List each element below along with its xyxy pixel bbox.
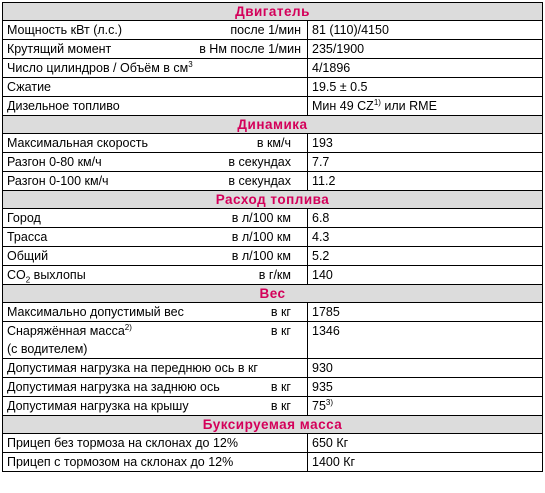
section-header-row (3, 285, 543, 303)
section-header-row (3, 3, 543, 21)
spec-label-cell (3, 228, 308, 247)
spec-label-text: CO (7, 268, 26, 282)
spec-label-second-line: (с водителем) (7, 342, 88, 356)
spec-unit: в Нм после 1/мин (199, 42, 301, 56)
spec-label (7, 153, 102, 171)
spec-value-cell (308, 172, 543, 191)
spec-label-cell (3, 78, 308, 97)
section-header-row (3, 191, 543, 209)
spec-label-cell (3, 153, 308, 172)
spec-value: 1785 (312, 305, 340, 319)
spec-label (7, 59, 193, 77)
spec-unit: в л/100 км (231, 211, 291, 225)
spec-row (3, 378, 543, 397)
spec-unit: в л/100 км (231, 230, 291, 244)
spec-label-cell (3, 397, 308, 416)
spec-row (3, 172, 543, 191)
spec-value: 650 Кг (312, 436, 349, 450)
spec-label-cell (3, 172, 308, 191)
spec-label-cell (3, 266, 308, 285)
spec-row (3, 397, 543, 416)
spec-value: 930 (312, 361, 333, 375)
spec-value: 935 (312, 380, 333, 394)
spec-label-text: Допустимая нагрузка на крышу (7, 399, 189, 413)
spec-label (7, 434, 238, 452)
spec-label-cell (3, 434, 308, 453)
spec-label-text: Общий (7, 249, 49, 263)
spec-value-footnote: 3) (325, 397, 334, 407)
spec-value-footnote: 1) (373, 97, 381, 107)
spec-label-subscript: 2 (25, 275, 31, 285)
spec-row (3, 209, 543, 228)
spec-label-text: Число цилиндров / Объём в см (7, 61, 189, 75)
spec-value: 7.7 (312, 155, 330, 169)
spec-label-text: Сжатие (7, 80, 52, 94)
spec-row (3, 434, 543, 453)
spec-label-cell (3, 97, 308, 116)
section-title: Вес (3, 285, 543, 303)
spec-label-text: Прицеп с тормозом на склонах до 12% (7, 455, 234, 469)
spec-value-cell (308, 303, 543, 322)
spec-value: 1400 Кг (312, 455, 356, 469)
spec-value-cell (308, 359, 543, 378)
spec-label-text: Разгон 0-80 км/ч (7, 155, 102, 169)
spec-label-tail: выхлопы (30, 268, 86, 282)
spec-row (3, 453, 543, 472)
spec-label-text: Максимальная скорость (7, 136, 148, 150)
section-title: Динамика (3, 116, 543, 134)
specifications-table (2, 2, 543, 472)
spec-value: 193 (312, 136, 333, 150)
spec-row (3, 21, 543, 40)
spec-row (3, 303, 543, 322)
spec-value: 4/1896 (312, 61, 351, 75)
spec-row (3, 59, 543, 78)
spec-label (7, 172, 109, 190)
spec-label-cell (3, 453, 308, 472)
spec-unit: в г/км (258, 268, 291, 282)
spec-label-text: Крутящий момент (7, 42, 112, 56)
spec-value: 75 (312, 399, 326, 413)
spec-label-text: Прицеп без тормоза на склонах до 12% (7, 436, 238, 450)
spec-label-text: Максимально допустимый вес (7, 305, 184, 319)
spec-value: 140 (312, 268, 333, 282)
spec-label-cell (3, 134, 308, 153)
spec-value-cell (308, 209, 543, 228)
spec-unit: в л/100 км (231, 249, 291, 263)
spec-label-cell (3, 21, 308, 40)
spec-label (7, 97, 120, 115)
spec-row (3, 266, 543, 285)
spec-label (7, 453, 233, 471)
spec-label-text: Дизельное топливо (7, 99, 120, 113)
spec-label-text: Трасса (7, 230, 48, 244)
spec-value-cell (308, 21, 543, 40)
spec-label-text: Разгон 0-100 км/ч (7, 174, 109, 188)
spec-label (7, 397, 189, 415)
spec-value-tail: или RME (380, 99, 437, 113)
spec-unit: в кг (270, 399, 291, 413)
spec-label (7, 322, 132, 358)
section-header-row (3, 116, 543, 134)
spec-label (7, 266, 86, 284)
spec-label-text: Допустимая нагрузка на переднюю ось в кг (7, 361, 258, 375)
spec-value-cell (308, 397, 543, 416)
spec-value: 235/1900 (312, 42, 365, 56)
spec-unit: в кг (270, 380, 291, 394)
spec-unit: в секундах (228, 155, 291, 169)
spec-value-cell (308, 266, 543, 285)
spec-label-footnote: 3 (188, 59, 193, 69)
spec-label (7, 247, 48, 265)
spec-value-cell (308, 453, 543, 472)
spec-label (7, 359, 258, 377)
spec-value-cell (308, 78, 543, 97)
spec-row (3, 78, 543, 97)
spec-value-cell (308, 228, 543, 247)
spec-label (7, 134, 148, 152)
spec-value-cell (308, 322, 543, 359)
section-header-row (3, 416, 543, 434)
spec-value-cell (308, 434, 543, 453)
spec-value-cell (308, 97, 543, 116)
spec-value-cell (308, 153, 543, 172)
spec-label-text: Город (7, 211, 41, 225)
spec-label (7, 40, 111, 58)
spec-value-cell (308, 59, 543, 78)
spec-value-cell (308, 378, 543, 397)
spec-value: 6.8 (312, 211, 330, 225)
section-title: Двигатель (3, 3, 543, 21)
section-title: Буксируемая масса (3, 416, 543, 434)
spec-label (7, 303, 184, 321)
spec-unit: в км/ч (256, 136, 291, 150)
spec-value: 11.2 (312, 174, 336, 188)
spec-label-text: Снаряжённая масса (7, 324, 125, 338)
spec-label (7, 21, 122, 39)
spec-label-cell (3, 303, 308, 322)
spec-row (3, 322, 543, 359)
spec-label-cell (3, 359, 308, 378)
spec-label (7, 78, 51, 96)
spec-label-cell (3, 322, 308, 359)
spec-row (3, 97, 543, 116)
spec-label-text: Мощность кВт (л.с.) (7, 23, 123, 37)
spec-unit: в кг (270, 305, 291, 319)
spec-value: Мин 49 CZ (312, 99, 374, 113)
spec-row (3, 228, 543, 247)
spec-label-cell (3, 40, 308, 59)
spec-label (7, 378, 220, 396)
spec-value: 4.3 (312, 230, 330, 244)
spec-value-cell (308, 40, 543, 59)
spec-row (3, 247, 543, 266)
spec-label (7, 209, 41, 227)
spec-label-cell (3, 247, 308, 266)
spec-row (3, 153, 543, 172)
spec-label-cell (3, 378, 308, 397)
spec-label-cell (3, 209, 308, 228)
spec-row (3, 359, 543, 378)
spec-unit: в кг (270, 324, 291, 338)
spec-row (3, 134, 543, 153)
spec-value: 19.5 ± 0.5 (312, 80, 368, 94)
spec-row (3, 40, 543, 59)
spec-value: 5.2 (312, 249, 330, 263)
spec-unit: после 1/мин (230, 23, 301, 37)
spec-label (7, 228, 47, 246)
spec-label-cell (3, 59, 308, 78)
spec-value: 1346 (312, 324, 340, 338)
spec-value: 81 (110)/4150 (312, 23, 389, 37)
spec-label-text: Допустимая нагрузка на заднюю ось (7, 380, 220, 394)
spec-value-cell (308, 134, 543, 153)
spec-unit: в секундах (228, 174, 291, 188)
spec-value-cell (308, 247, 543, 266)
spec-label-footnote: 2) (124, 322, 132, 332)
section-title: Расход топлива (3, 191, 543, 209)
